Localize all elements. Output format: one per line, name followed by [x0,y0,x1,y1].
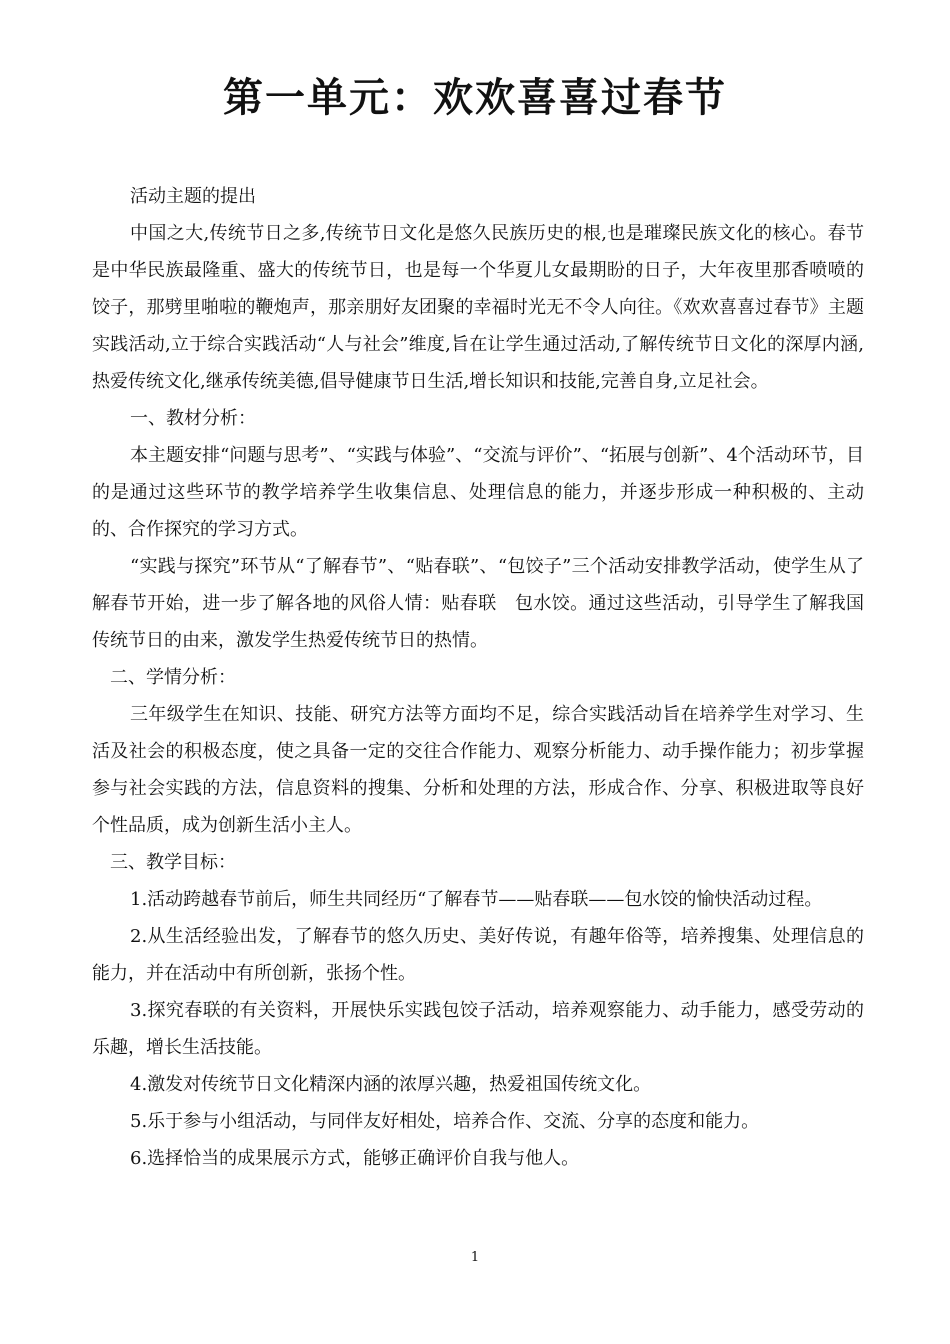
section-heading-textbook-analysis: 一、教材分析： [130,408,256,429]
goal-item: 4.激发对传统节日文化精深内涵的浓厚兴趣，热爱祖国传统文化。 [130,1074,652,1095]
student-analysis-paragraph: 三年级学生在知识、技能、研究方法等方面均不足，综合实践活动旨在培养学生对学习、生活及社会的积极态度，使之具备一定的交往合作能力、观察分析能力、动手操作能力；初步掌握参与社会实践的方法，信息资料的搜集、分析和处理的方法，形成合作、分享、积极进取等良好个性品质，成为创新生活小主人。 [92,704,864,836]
intro-paragraph: 中国之大,传统节日之多,传统节日文化是悠久民族历史的根,也是璀璨民族文化的核心。春节是中华民族最隆重、盛大的传统节日，也是每一个华夏儿女最期盼的日子，大年夜里那香喷喷的饺子，那劈里啪啦的鞭炮声，那亲朋好友团聚的幸福时光无不令人向往。《欢欢喜喜过春节》主题实践活动,立于综合实践活动“人与社会”维度,旨在让学生通过活动,了解传统节日文化的深厚内涵,热爱传统文化,继承传统美德,倡导健康节日生活,增长知识和技能,完善自身,立足社会。 [92,223,864,392]
document-body [92,178,864,1177]
section-intro-heading: 活动主题的提出 [130,186,256,207]
goal-item: 6.选择恰当的成果展示方式，能够正确评价自我与他人。 [130,1148,580,1169]
section-heading-student-analysis: 二、学情分析： [110,667,236,688]
page-number: 1 [470,1250,480,1265]
practice-paragraph: “实践与探究”环节从“了解春节”、“贴春联”、“包饺子”三个活动安排教学活动，使学生从了解春节开始，进一步了解各地的风俗人情：贴春联 包水饺。通过这些活动，引导学生了解我国传统节日的由来，激发学生热爱传统节日的热情。 [92,556,864,651]
document-title: 第一单元：欢欢喜喜过春节 [223,75,727,121]
section-heading-teaching-goals: 三、教学目标： [110,852,236,873]
goal-item: 5.乐于参与小组活动，与同伴友好相处，培养合作、交流、分享的态度和能力。 [130,1111,760,1132]
textbook-analysis-paragraph: 本主题安排“问题与思考”、“实践与体验”、“交流与评价”、“拓展与创新”、4个活动环节，目的是通过这些环节的教学培养学生收集信息、处理信息的能力，并逐步形成一种积极的、主动的、合作探究的学习方式。 [92,445,864,540]
goal-item: 1.活动跨越春节前后，师生共同经历“了解春节——贴春联——包水饺的愉快活动过程。 [130,889,823,910]
goal-item: 3.探究春联的有关资料，开展快乐实践包饺子活动，培养观察能力、动手能力，感受劳动的乐趣，增长生活技能。 [92,1000,864,1058]
goal-item: 2.从生活经验出发，了解春节的悠久历史、美好传说，有趣年俗等，培养搜集、处理信息的能力，并在活动中有所创新，张扬个性。 [92,926,864,984]
